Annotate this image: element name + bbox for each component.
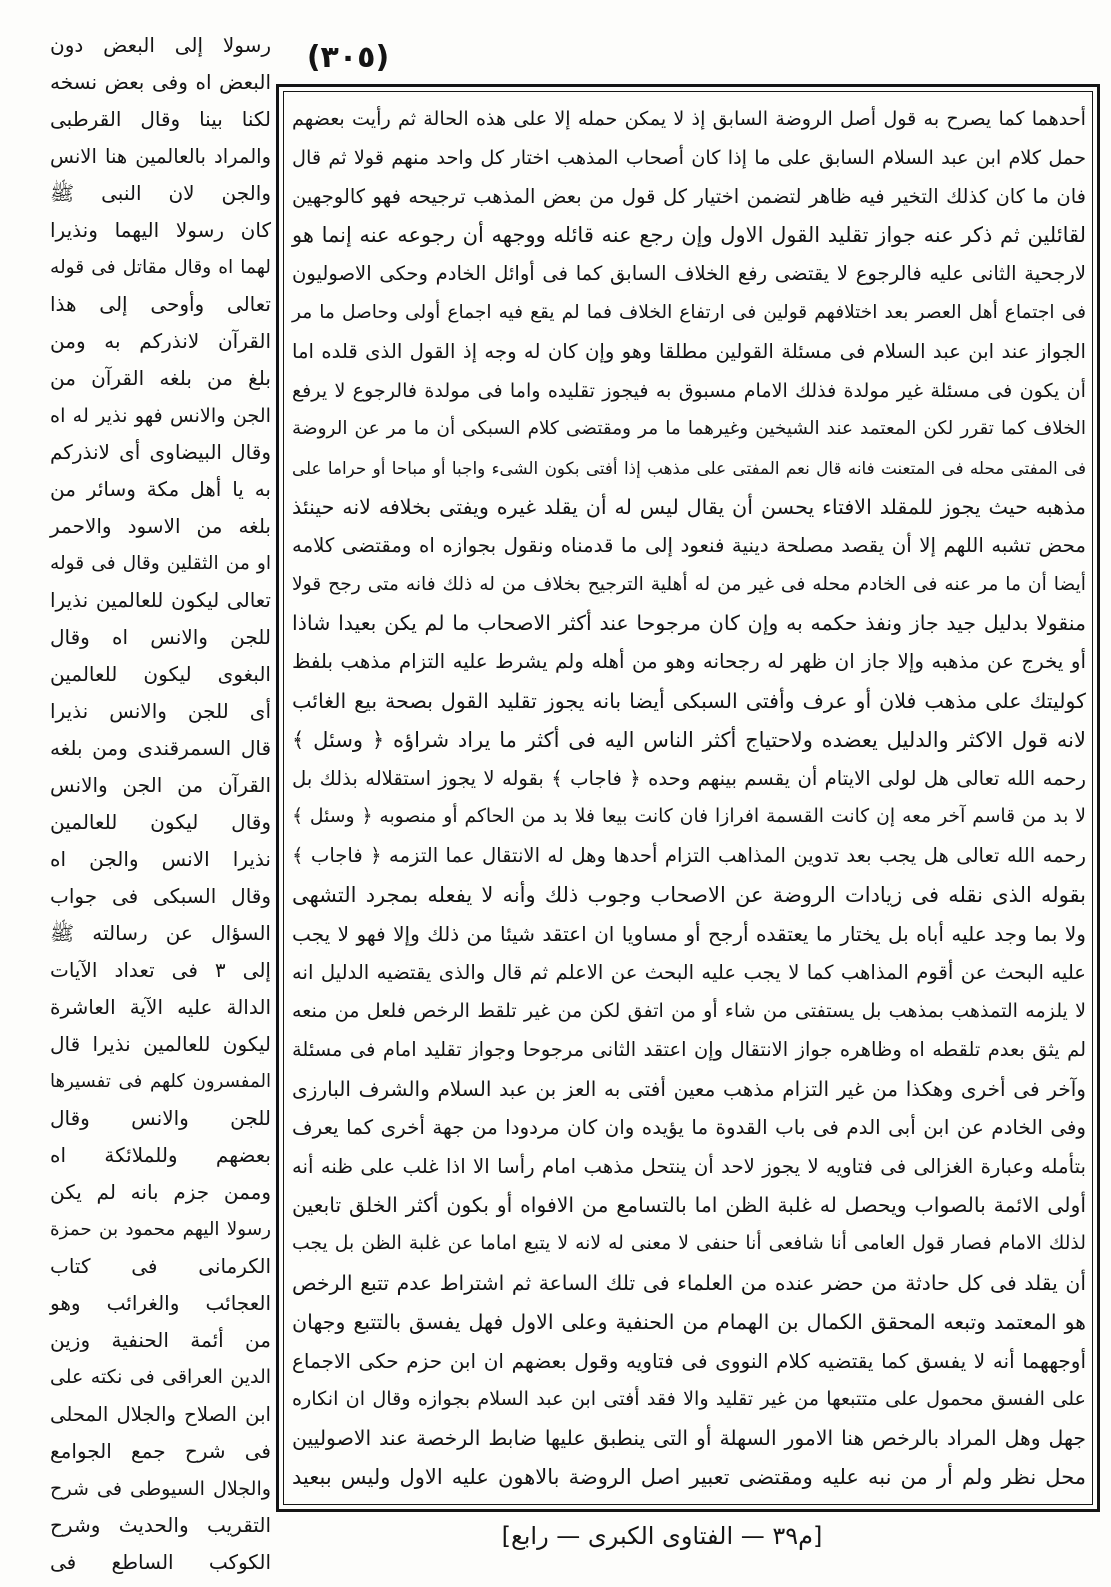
main-text-line: لارجحية الثانى عليه فالرجوع لا يقتضى رفع الخلاف السابق كما فى أوائل الخادم وحكى الاصوليون	[292, 262, 1086, 286]
main-text-line: لقائلين ثم ذكر عنه جواز تقليد القول الاول وإن رجع عنه قائله ووجهه أن رجوعه عنه إنما هو	[292, 223, 1086, 248]
page-number: (٣٠٥)	[306, 40, 390, 75]
margin-note-line: السؤال عن رسالته ﷺ	[50, 921, 271, 945]
margin-note-line: وممن جزم بانه لم يكن	[50, 1180, 271, 1204]
margin-note-line: تعالى وأوحى إلى هذا	[50, 292, 271, 316]
margin-note-line: الدين العراقى فى نكته على	[50, 1366, 271, 1388]
margin-note-line: رسولا اليهم محمود بن حمزة	[50, 1219, 271, 1240]
margin-note-line: تعالى ليكون للعالمين نذيرا	[50, 588, 271, 612]
margin-note-line: به يا أهل مكة وسائر من	[50, 477, 271, 501]
main-text-line: عليه البحث عن أقوم المذاهب كما لا يجب عليه البحث عن الاعلم ثم قال والذى يقتضيه الدليل انه	[292, 960, 1086, 984]
main-text-line: على الفسق محمول على متتبعها من غير تقليد والا فقد أفتى ابن عبد السلام بجوازه وقال ان انكاره	[292, 1387, 1086, 1411]
footer-signature: [م٣٩ — الفتاوى الكبرى — رابع]	[501, 1522, 823, 1550]
main-text-line: محل نظر ولم أر من نبه عليه ومقتضى تعبير اصل الروضة بالاهون عليه الاول وليس ببعيد	[292, 1464, 1086, 1489]
margin-note-line: رسولا إلى البعض دون	[50, 33, 271, 57]
main-text-line: لا يلزمه التمذهب بمذهب بل يستفتى من شاء أو من اتفق لكن من غير تلقط الرخص فلعل من منعه	[292, 999, 1086, 1023]
margin-note-line: المفسرون كلهم فى تفسيرها	[50, 1071, 271, 1092]
margin-note-line: أى للجن والانس نذيرا	[50, 699, 271, 723]
main-text-line: الخلاف كما تقرر لكن المعتمد عند الشيخين وغيرهما ما مر ومقتضى كلام السبكى أن ما مر عن الروضة	[292, 418, 1086, 440]
main-text-line: أن يكون فى مسئلة غير مولدة فذلك الامام مسبوق به فيجوز تقليده واما فى مولدة فالرجوع لا يرفع	[292, 378, 1086, 402]
main-text-line: وآخر فى أخرى وهكذا من غير التزام مذهب معين أفتى به العز بن عبد السلام والشرف البارزى	[292, 1076, 1086, 1101]
main-text-line: لانه قول الاكثر والدليل يعضده ولاحتياج أكثر الناس اليه فى أكثر ما يراد شراؤه ﴿ وسئل ﴾	[292, 727, 1086, 752]
main-text-line: هو المعتمد وتبعه المحقق الكمال بن الهمام من الحنفية وعلى الاول فهل يفسق بالتتبع وجهان	[292, 1309, 1086, 1334]
main-text-line: منقولا بدليل جيد جاز ونفذ حكمه به وإن كان مرجوحا عند أكثر الاصحاب ما لم يكن بعيدا شاذا	[292, 611, 1086, 636]
margin-note-line: لكنا بينا وقال القرطبى	[50, 107, 271, 131]
margin-note-line: للجن والانس اه وقال	[50, 625, 271, 649]
main-text-line: فى المفتى محله فى المتعنت فانه قال نعم المفتى على مذهب إذا أفتى بكون الشىء واجبا أو مباحا أو حراما على	[292, 458, 1086, 479]
margin-note-line: إلى ٣ فى تعداد الآيات	[50, 958, 271, 982]
margin-note-line: ابن الصلاح والجلال المحلى	[50, 1403, 271, 1426]
margin-note-line: للجن والانس وقال	[50, 1106, 271, 1130]
main-text-line: أحدهما كما يصرح به قول أصل الروضة السابق إذ لا يمكن حمله إلا على هذه الحالة ثم رأيت بعضهم	[292, 107, 1086, 130]
margin-note-line: والمراد بالعالمين هنا الانس	[50, 145, 271, 168]
margin-note-line: التقريب والحديث وشرح	[50, 1513, 271, 1537]
margin-note-line: من أئمة الحنفية وزين	[50, 1328, 271, 1352]
margin-note-line: او من الثقلين وقال فى قوله	[50, 553, 271, 574]
margin-note-line: القرآن لانذركم به ومن	[50, 329, 271, 353]
margin-note-line: وقال البيضاوى أى لانذركم	[50, 440, 271, 464]
margin-note-line: بعضهم وللملائكة اه	[50, 1143, 271, 1167]
main-text-line: لم يثق بعدم تلقطه اه وظاهره جواز الانتقال وإن اعتقد الثانى مرجوحا وجواز تقليد امام فى مسئلة	[292, 1038, 1086, 1062]
margin-note-line: وقال ليكون للعالمين	[50, 810, 271, 834]
main-text-line: فى اجتماع أهل العصر بعد اختلافهم قولين فى ارتفاع الخلاف فما لم يقع فيه اجماع أولى وحاصل ما مر	[292, 301, 1086, 323]
main-text-line: ولا بما وجد عليه أباه بل يختار ما يعتقده أرجح أو مساويا ان اعتقد شيئا من ذلك وإلا فهو لا يجب	[292, 921, 1086, 946]
main-text-line: الجواز عند ابن عبد السلام فى مسئلة القولين مطلقا وهو وإن كان له وجه إذ القول الذى قلده اما	[292, 339, 1086, 363]
margin-note-line: الكوكب الساطع فى	[50, 1550, 271, 1574]
margin-note-line: قال السمرقندى ومن بلغه	[50, 736, 271, 760]
main-text-line: أو يخرج عن مذهبه وإلا جاز ان ظهر له رجحانه وهو من أهله ولم يشرط عليه التزام مذهب بلفظ	[292, 650, 1086, 674]
margin-note-line: بلغ من بلغه القرآن من	[50, 366, 271, 390]
margin-note-line: والجن لان النبى ﷺ	[50, 181, 271, 205]
margin-note-line: ليكون للعالمين نذيرا قال	[50, 1032, 271, 1056]
main-text-line: بقوله الذى نقله فى زيادات الروضة عن الاصحاب وجوب ذلك وأنه لا يفعله بمجرد التشهى	[292, 882, 1086, 907]
main-text-line: لذلك الامام فصار قول العامى أنا شافعى أنا حنفى لا معنى له لانه لا يتبع اماما عن غلبة الظن بل يجب	[292, 1233, 1086, 1255]
main-text-line: رحمه الله تعالى هل لولى الايتام أن يقسم بينهم وحده ﴿ فاجاب ﴾ بقوله لا يجوز استقلاله بذلك بل	[292, 766, 1086, 790]
main-text-line: وفى الخادم عن ابن أبى الدم فى باب القدوة ما يؤيده وان كان مردودا من جهة أخرى كما يعرف	[292, 1115, 1086, 1139]
margin-note-line: بلغه من الاسود والاحمر	[50, 514, 271, 538]
margin-note-line: نذيرا الانس والجن اه	[50, 847, 271, 871]
margin-note-line: البعض اه وفى بعض نسخه	[50, 70, 271, 94]
main-text-line: رحمه الله تعالى هل يجب بعد تدوين المذاهب التزام أحدها وهل له الانتقال عما التزمه ﴿ فاجاب ﴾	[292, 844, 1086, 868]
margin-note-line: وقال السبكى فى جواب	[50, 884, 271, 908]
main-text-line: أولى الائمة بالصواب ويحصل له غلبة الظن اما بالتسامع من الافواه أو بكون أكثر الخلق تابعين	[292, 1193, 1086, 1218]
margin-note-line: الكرمانى فى كتاب	[50, 1254, 271, 1278]
main-text-line: لا بد من قاسم آخر معه إن كانت القسمة افرازا فان كانت بيعا فلا بد من الحاكم أو منصوبه ﴿ وسئل ﴾	[292, 806, 1086, 828]
main-text-line: فان ما كان كذلك التخير فيه ظاهر لتضمن اختيار كل قول من بعض المذهب ترجيحه فهو كالوجهين	[292, 184, 1086, 208]
margin-note-line: الجن والانس فهو نذير له اه	[50, 404, 271, 427]
main-text-line: محض تشبه اللهم إلا أن يقصد مصلحة دينية فنعود إلى ما قدمناه ونقول بجوازه اه ومقتضى كلامه	[292, 533, 1086, 557]
main-text-line: أوجههما أنه لا يفسق كما يقتضيه كلام النووى فى فتاويه وقول بعضهم ان ابن حزم حكى الاجماع	[292, 1348, 1086, 1373]
margin-note-line: والجلال السيوطى فى شرح	[50, 1477, 271, 1500]
main-text-column	[292, 100, 1086, 1497]
margin-note-line: كان رسولا اليهما ونذيرا	[50, 218, 271, 242]
margin-note-line: لهما اه وقال مقاتل فى قوله	[50, 257, 271, 278]
main-text-line: أيضا أن ما مر عنه فى الخادم محله فى غير من له أهلية الترجيح بخلاف من له ذلك فانه متى رجح قولا	[292, 573, 1086, 595]
margin-note-line: البغوى ليكون للعالمين	[50, 662, 271, 686]
margin-note-line: العجائب والغرائب وهو	[50, 1291, 271, 1315]
margin-notes-column	[50, 27, 271, 1581]
main-text-line: بتأمله وعبارة الغزالى فى فتاويه لا يجوز لاحد أن ينتحل مذهب امام رأسا الا اذا غلب على ظنه أنه	[292, 1154, 1086, 1178]
main-text-line: مذهبه حيث يجوز للمقلد الافتاء يحسن أن يقال ليس له أن يقلد غيره ويفتى بخلافه لانه حينئذ	[292, 494, 1086, 519]
main-text-line: كوليتك على مذهب فلان أو عرف وأفتى السبكى أيضا بانه يجوز تقليد القول بصحة بيع الغائب	[292, 688, 1086, 713]
main-text-line: حمل كلام ابن عبد السلام السابق على ما إذا كان أصحاب المذهب اختار كل واحد منهم قولا ثم قال	[292, 145, 1086, 169]
margin-note-line: القرآن من الجن والانس	[50, 773, 271, 797]
main-text-line: جهل وهل المراد بالرخص هنا الامور السهلة أو التى ينطبق عليها ضابط الرخصة عند الاصوليين	[292, 1426, 1086, 1451]
margin-note-line: الدالة عليه الآية العاشرة	[50, 995, 271, 1019]
margin-note-line: فى شرح جمع الجوامع	[50, 1439, 271, 1463]
main-text-line: أن يقلد فى كل حادثة من حضر عنده من العلماء فى تلك الساعة ثم اشتراط عدم تتبع الرخص	[292, 1270, 1086, 1295]
